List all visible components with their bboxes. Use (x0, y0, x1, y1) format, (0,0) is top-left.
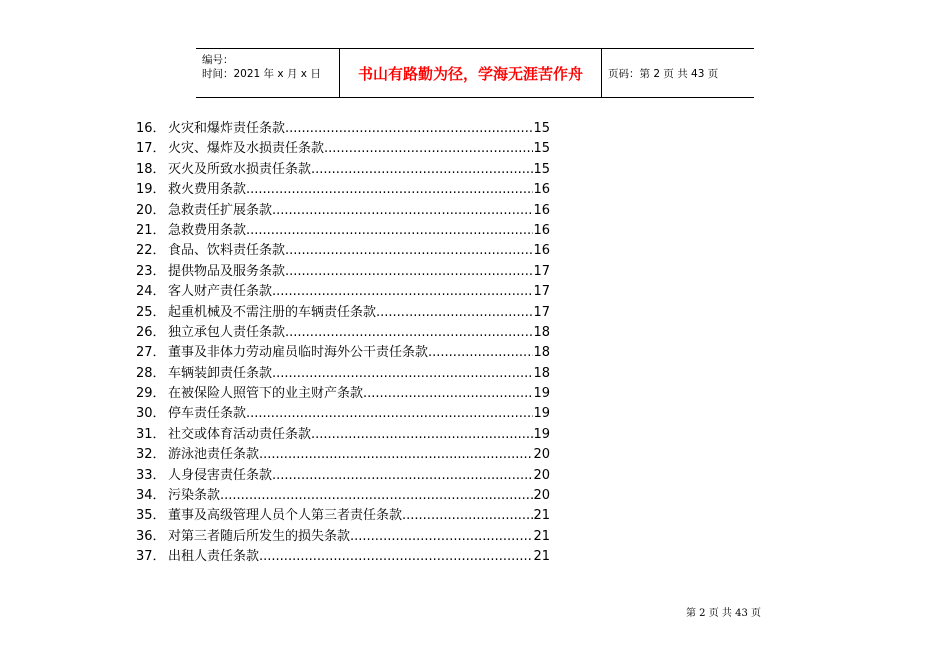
toc-entry-title: 在被保险人照管下的业主财产条款 (168, 386, 364, 402)
toc-entry-number: 34． (136, 488, 166, 504)
toc-entry-page: 21 (533, 549, 550, 565)
toc-entry-title: 急救费用条款 (168, 222, 247, 238)
page-footer: 第 2 页 共 43 页 (686, 608, 761, 619)
toc-entry-title: 人身侵害责任条款 (168, 467, 273, 483)
toc-entry-page: 21 (533, 508, 550, 524)
toc-entry-title: 对第三者随后所发生的损失条款 (168, 528, 351, 544)
toc-entry (136, 343, 550, 363)
toc-dot-leader (272, 282, 533, 302)
toc-entry-number: 18． (136, 161, 166, 177)
toc-entry-page: 19 (533, 386, 550, 402)
toc-entry-page: 20 (533, 447, 550, 463)
toc-dot-leader (376, 303, 533, 323)
header-info-cell (196, 49, 339, 97)
toc-dot-leader (311, 425, 533, 445)
toc-entry-title: 急救责任扩展条款 (168, 202, 273, 218)
toc-dot-leader (259, 445, 533, 465)
toc-entry (136, 201, 550, 221)
toc-dot-leader (272, 201, 533, 221)
toc-dot-leader (363, 384, 533, 404)
toc-entry (136, 425, 550, 445)
toc-entry (136, 384, 550, 404)
toc-entry-page: 19 (533, 426, 550, 442)
toc-entry-number: 36． (136, 528, 166, 544)
header-number-label: 编号： (202, 54, 234, 66)
toc-entry-page: 20 (533, 488, 550, 504)
toc-entry-number: 31． (136, 426, 166, 442)
toc-entry-number: 29． (136, 386, 166, 402)
toc-entry-number: 23． (136, 263, 166, 279)
toc-dot-leader (350, 527, 533, 547)
toc-dot-leader (285, 119, 533, 139)
toc-entry (136, 527, 550, 547)
document-header (196, 48, 754, 98)
toc-entry-title: 污染条款 (168, 488, 221, 504)
toc-entry-number: 22． (136, 243, 166, 259)
toc-dot-leader (311, 160, 533, 180)
toc-entry-title: 出租人责任条款 (168, 549, 260, 565)
toc-entry (136, 364, 550, 384)
toc-dot-leader (324, 139, 533, 159)
toc-entry (136, 506, 550, 526)
toc-dot-leader (428, 343, 533, 363)
toc-entry (136, 323, 550, 343)
toc-dot-leader (402, 506, 533, 526)
toc-entry (136, 180, 550, 200)
toc-dot-leader (285, 323, 533, 343)
toc-dot-leader (285, 262, 533, 282)
toc-entry-title: 车辆装卸责任条款 (168, 365, 273, 381)
toc-entry-page: 17 (533, 263, 550, 279)
toc-entry-number: 16． (136, 121, 166, 136)
toc-entry-number: 26． (136, 324, 166, 340)
toc-dot-leader (246, 180, 533, 200)
toc-entry-page: 17 (533, 304, 550, 320)
toc-entry-page: 15 (533, 141, 550, 157)
toc-entry-title: 董事及非体力劳动雇员临时海外公干责任条款 (168, 345, 429, 361)
toc-entry-page: 18 (533, 324, 550, 340)
toc-entry (136, 119, 550, 139)
toc-entry-title: 火灾、爆炸及水损责任条款 (168, 141, 325, 157)
toc-entry-page: 18 (533, 345, 550, 361)
toc-entry-title: 火灾和爆炸责任条款 (168, 121, 286, 136)
toc-entry (136, 262, 550, 282)
toc-entry-number: 20． (136, 202, 166, 218)
toc-entry-number: 19． (136, 182, 166, 198)
toc-entry-number: 24． (136, 284, 166, 300)
toc-entry-number: 25． (136, 304, 166, 320)
toc-entry-number: 27． (136, 345, 166, 361)
toc-entry (136, 221, 550, 241)
toc-entry-number: 17． (136, 141, 166, 157)
toc-dot-leader (220, 486, 533, 506)
toc-entry-title: 救火费用条款 (168, 182, 247, 198)
toc-entry-title: 食品、饮料责任条款 (168, 243, 286, 259)
toc-entry-number: 32． (136, 447, 166, 463)
toc-entry-page: 18 (533, 365, 550, 381)
toc-dot-leader (259, 547, 533, 567)
toc-entry-title: 灭火及所致水损责任条款 (168, 161, 312, 177)
toc-entry-number: 35． (136, 508, 166, 524)
toc-entry-page: 16 (533, 202, 550, 218)
toc-entry (136, 139, 550, 159)
toc-entry-title: 社交或体育活动责任条款 (168, 426, 312, 442)
toc-entry-page: 16 (533, 182, 550, 198)
toc-entry-title: 提供物品及服务条款 (168, 263, 286, 279)
table-of-contents (136, 119, 550, 568)
toc-entry (136, 241, 550, 261)
toc-entry-number: 28． (136, 365, 166, 381)
toc-dot-leader (285, 241, 533, 261)
toc-entry-page: 16 (533, 243, 550, 259)
toc-entry-title: 董事及高级管理人员个人第三者责任条款 (168, 508, 403, 524)
toc-entry-page: 21 (533, 528, 550, 544)
toc-entry (136, 466, 550, 486)
toc-dot-leader (246, 221, 533, 241)
header-motto: 书山有路勤为径，学海无涯苦作舟 (339, 49, 602, 97)
toc-entry-page: 17 (533, 284, 550, 300)
toc-entry-number: 37． (136, 549, 166, 565)
toc-entry-title: 起重机械及不需注册的车辆责任条款 (168, 304, 377, 320)
toc-entry-page: 20 (533, 467, 550, 483)
toc-entry-page: 19 (533, 406, 550, 422)
toc-dot-leader (272, 364, 533, 384)
toc-entry-number: 30． (136, 406, 166, 422)
toc-dot-leader (272, 466, 533, 486)
toc-entry-number: 33． (136, 467, 166, 483)
header-page-code: 页码：第 2 页 共 43 页 (608, 67, 719, 80)
toc-entry-title: 游泳池责任条款 (168, 447, 260, 463)
toc-entry (136, 282, 550, 302)
toc-entry (136, 547, 550, 567)
toc-entry (136, 445, 550, 465)
toc-entry (136, 303, 550, 323)
toc-dot-leader (246, 404, 533, 424)
header-time-label: 时间：2021 年 x 月 x 日 (202, 68, 321, 80)
toc-entry-page: 15 (533, 121, 550, 136)
toc-entry-page: 16 (533, 222, 550, 238)
toc-entry-title: 停车责任条款 (168, 406, 247, 422)
toc-entry-page: 15 (533, 161, 550, 177)
toc-entry (136, 160, 550, 180)
toc-entry-number: 21． (136, 222, 166, 238)
toc-entry (136, 404, 550, 424)
toc-entry-title: 独立承包人责任条款 (168, 324, 286, 340)
toc-entry-title: 客人财产责任条款 (168, 284, 273, 300)
toc-entry (136, 486, 550, 506)
